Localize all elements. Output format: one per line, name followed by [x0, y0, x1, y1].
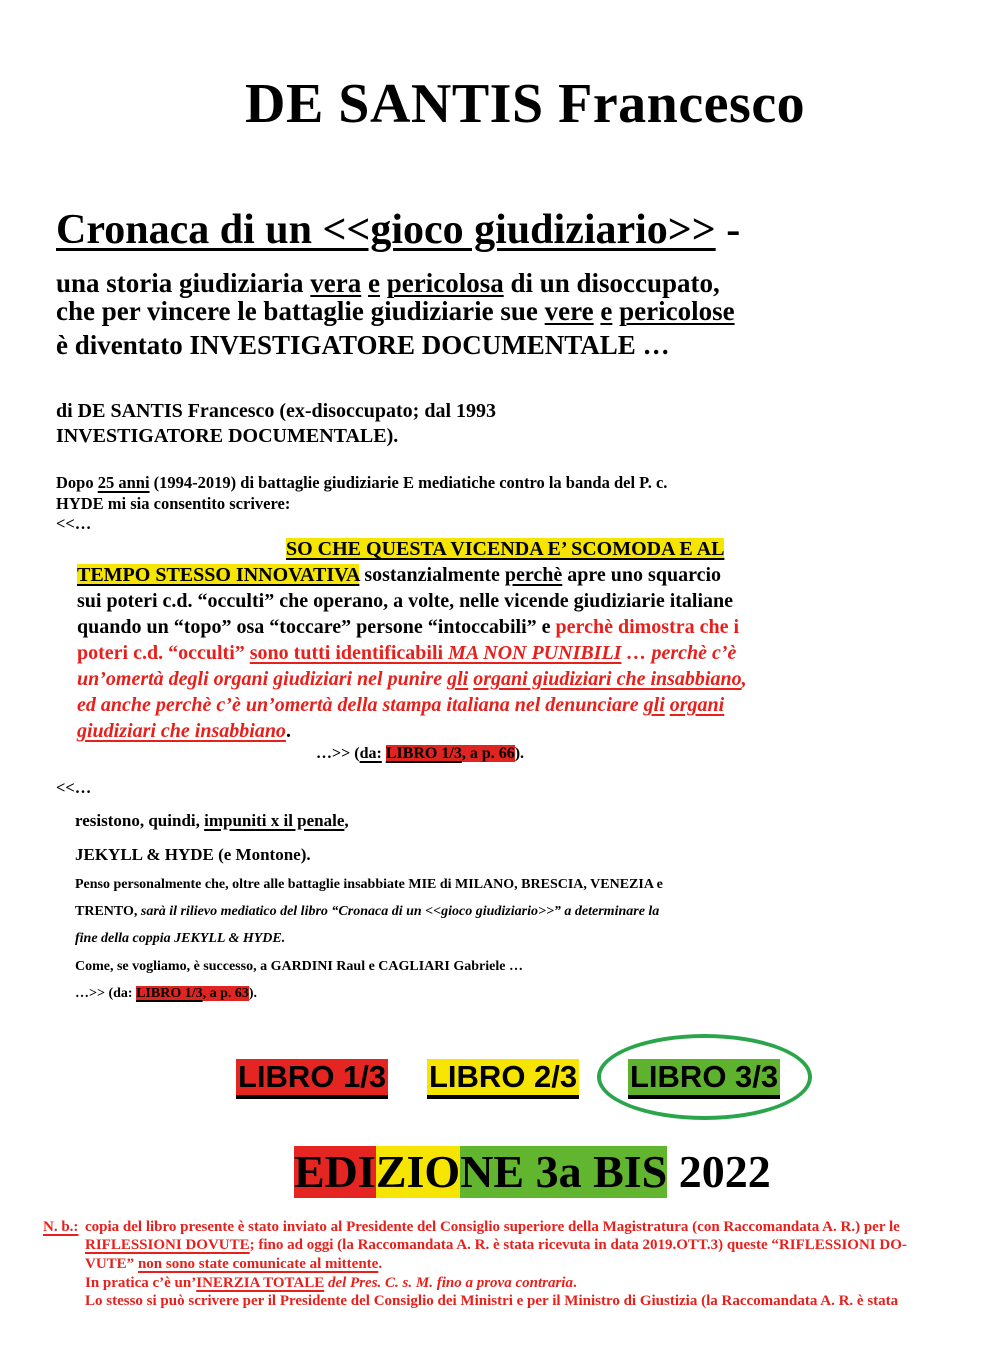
intro-line-1 [56, 473, 667, 493]
title-dash: - [715, 207, 741, 253]
edition-year: 2022 [667, 1146, 771, 1197]
emph-pericolose: pericolose [619, 296, 735, 326]
edition-title [294, 1146, 771, 1198]
emph-non-comunicate: non sono state comunicate al mittente [137, 1256, 379, 1272]
text: . [572, 1275, 577, 1291]
byline-line-1: di DE SANTIS Francesco (ex-disoccupato; dal 1993 [56, 400, 497, 422]
emph-gli: gli [447, 668, 469, 690]
quote2-line-5: fine della coppia JEKYLL & HYDE. [75, 931, 286, 946]
quote-open-1: <<… [56, 514, 92, 533]
text: resistono, quindi, [75, 811, 205, 830]
text: che per vincere le battaglie giudiziarie sue [56, 296, 545, 326]
subtitle-line-1 [56, 268, 720, 299]
highlight-yellow: SO CHE QUESTA VICENDA E’ SCOMODA E AL [286, 538, 725, 560]
quote2-line-2: JEKYLL & HYDE (e Montone). [75, 845, 311, 864]
book-title-text: Cronaca di un <<gioco giudiziario>> [56, 207, 716, 253]
text: . [378, 1256, 383, 1272]
text: ; fino ad oggi (la Raccomandata A. R. è stata ricevuta in data 2019.OTT.3) queste “RIFLESSIONI DO- [249, 1237, 907, 1253]
emph-e: e [368, 268, 380, 298]
emph-vera: vera [310, 268, 362, 298]
note-line-1: copia del libro presente è stato inviato al Presidente del Consiglio superiore della Magistratura (con Raccomandata A. R.) per le [85, 1219, 900, 1235]
edition-part-yellow: ZIO [375, 1146, 461, 1197]
emph-identificabili: sono tutti identificabili [249, 642, 449, 664]
book-title [56, 206, 740, 254]
quote1-line-8 [77, 720, 291, 743]
quote1-line-1 [286, 538, 724, 561]
emph-organi: organi giudiziari che insabbiano [473, 668, 742, 690]
text: apre uno squarcio [562, 564, 722, 586]
book-label-3: LIBRO 3/3 [628, 1059, 780, 1099]
text: TRENTO, [75, 904, 141, 919]
quote1-line-3: sui poteri c.d. “occulti” che operano, a volte, nelle vicende giudiziarie italiane [77, 590, 734, 612]
quote1-line-6 [77, 668, 747, 691]
quote2-line-4 [75, 904, 659, 920]
emph-inerzia: INERZIA TOTALE [196, 1275, 325, 1291]
source-book-ref: LIBRO 1/3 [136, 986, 203, 1001]
quote2-line-6: Come, se vogliamo, è successo, a GARDINI Raul e CAGLIARI Gabriele … [75, 959, 523, 974]
emph-non-punibili: MA NON PUNIBILI [448, 642, 622, 664]
emph-pericolosa: pericolosa [386, 268, 504, 298]
source-page: , a p. 66 [461, 745, 515, 762]
note-line-2 [85, 1237, 907, 1254]
note-line-3 [85, 1256, 382, 1273]
source-page: , a p. 63 [202, 986, 249, 1001]
quote1-line-2 [77, 564, 721, 587]
text: In pratica c’è un’ [85, 1275, 197, 1291]
quote1-line-7 [77, 694, 724, 717]
byline-line-2: INVESTIGATORE DOCUMENTALE). [56, 425, 399, 447]
book-label-2: LIBRO 2/3 [427, 1059, 579, 1099]
text: Dopo [56, 473, 98, 492]
text: …>> ( [316, 745, 360, 762]
italic-text: del Pres. C. s. M. fino a prova contraria [324, 1275, 573, 1291]
note-label: N. b.: [43, 1219, 79, 1235]
quote2-source [75, 986, 257, 1002]
edition-part-red: EDI [294, 1146, 376, 1197]
emph-impuniti: impuniti x il penale [204, 811, 345, 830]
emph-gli: gli [643, 694, 665, 716]
emph-years: 25 anni [97, 473, 150, 492]
source-book-ref: LIBRO 1/3 [385, 745, 462, 762]
highlight-yellow: TEMPO STESSO INNOVATIVA [77, 564, 360, 586]
emph-vere: vere [544, 296, 594, 326]
emph-perche: perchè [504, 564, 563, 586]
text: un’omertà degli organi giudiziari nel punire [77, 668, 448, 690]
text: una storia giudiziaria [56, 268, 311, 298]
text: sostanzialmente [359, 564, 505, 586]
text: . [285, 720, 291, 742]
emph-organi: organi [669, 694, 725, 716]
text: ). [514, 745, 525, 762]
text: ). [248, 986, 258, 1001]
emph-insabbiano: giudiziari che insabbiano [77, 720, 286, 742]
subtitle-line-3: è diventato INVESTIGATORE DOCUMENTALE … [56, 330, 670, 360]
quote2-line-1 [75, 811, 349, 831]
subtitle-line-2 [56, 296, 735, 327]
text: di un disoccupato, [503, 268, 720, 298]
quote-open-2: <<… [56, 778, 92, 797]
note-line-4 [85, 1275, 577, 1292]
text: poteri c.d. “occulti” [77, 642, 250, 664]
edition-part-green: NE 3a BIS [460, 1146, 668, 1197]
quote1-line-5 [77, 642, 736, 665]
quote1-line-4 [77, 616, 739, 639]
red-text: perchè dimostra che i [555, 616, 740, 638]
text: quando un “topo” osa “toccare” persone “intoccabili” e [77, 616, 556, 638]
text: , [741, 668, 747, 690]
text: ed anche perchè c’è un’omertà della stampa italiana nel denunciare [77, 694, 644, 716]
intro-line-2: HYDE mi sia consentito scrivere: [56, 494, 291, 513]
quote2-line-3: Penso personalmente che, oltre alle battaglie insabbiate MIE di MILANO, BRESCIA, VENEZIA e [75, 877, 663, 892]
text: VUTE” [85, 1256, 138, 1272]
emph-e: e [600, 296, 613, 326]
emph-riflessioni: RIFLESSIONI DOVUTE [85, 1237, 250, 1253]
author-name: DE SANTIS Francesco [245, 73, 806, 135]
text: (1994-2019) di battaglie giudiziarie E mediatiche contro la banda del P. c. [149, 473, 668, 492]
text: … perchè c’è [621, 642, 737, 664]
book-label-1: LIBRO 1/3 [236, 1059, 388, 1099]
selected-book-circle [597, 1034, 812, 1120]
text: …>> (da: [75, 986, 137, 1001]
text: , [344, 811, 349, 830]
text: da: [359, 745, 382, 762]
quote1-source [316, 745, 524, 763]
note-line-5: Lo stesso si può scrivere per il Presidente del Consiglio dei Ministri e per il Ministro di Giustizia (la Raccomandata A. R. è stata [85, 1293, 899, 1309]
italic-text: sarà il rilievo mediatico del libro “Cronaca di un <<gioco giudiziario>>” a determinare la [140, 904, 660, 919]
